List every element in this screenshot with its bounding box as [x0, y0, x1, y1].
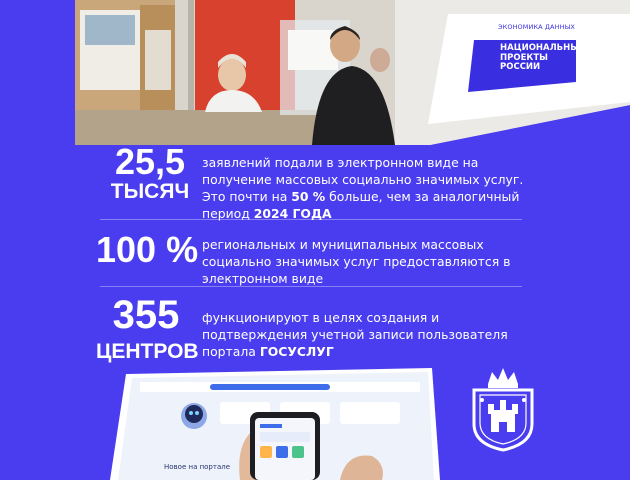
stat-2-text: региональных и муниципальных массовых социально значимых услуг предоставляются в электронном виде [202, 237, 511, 286]
coat-of-arms-emblem [464, 366, 542, 452]
stat-3-number: 355 [112, 293, 180, 337]
logo-big-text: НАЦИОНАЛЬНЫЕ ПРОЕКТЫ РОССИИ [500, 43, 585, 72]
bottom-photo [110, 368, 440, 480]
stat-1-highlight-year: 2024 ГОДА [253, 206, 332, 221]
stat-1-number: 25,5 [114, 141, 186, 182]
stat-3-text [202, 309, 532, 360]
divider-1 [100, 219, 522, 220]
stat-1-text-before: заявлений подали в электронном виде на получение массовых социально значимых услуг. Это почти на [202, 155, 524, 204]
national-projects-logo [468, 22, 592, 94]
stat-2-number: 100 % [96, 229, 199, 270]
stat-3-highlight: ГОСУСЛУГ [259, 344, 334, 359]
stat-1-highlight-percent: 50 % [291, 189, 326, 204]
portal-section-text: Новое на портале [164, 463, 231, 471]
stat-1-unit: ТЫСЯЧ [110, 180, 190, 203]
stat-1-text [202, 154, 542, 222]
divider-2 [100, 286, 522, 287]
stat-3-unit: ЦЕНТРОВ [96, 340, 199, 363]
logo-small-text: ЭКОНОМИКА ДАННЫХ [498, 23, 575, 31]
stat-1-text-middle: больше, чем за аналогичный период [202, 189, 520, 221]
stat-3-text-before: функционируют в целях создания и подтверждения учетной записи пользователя портала [202, 310, 508, 359]
